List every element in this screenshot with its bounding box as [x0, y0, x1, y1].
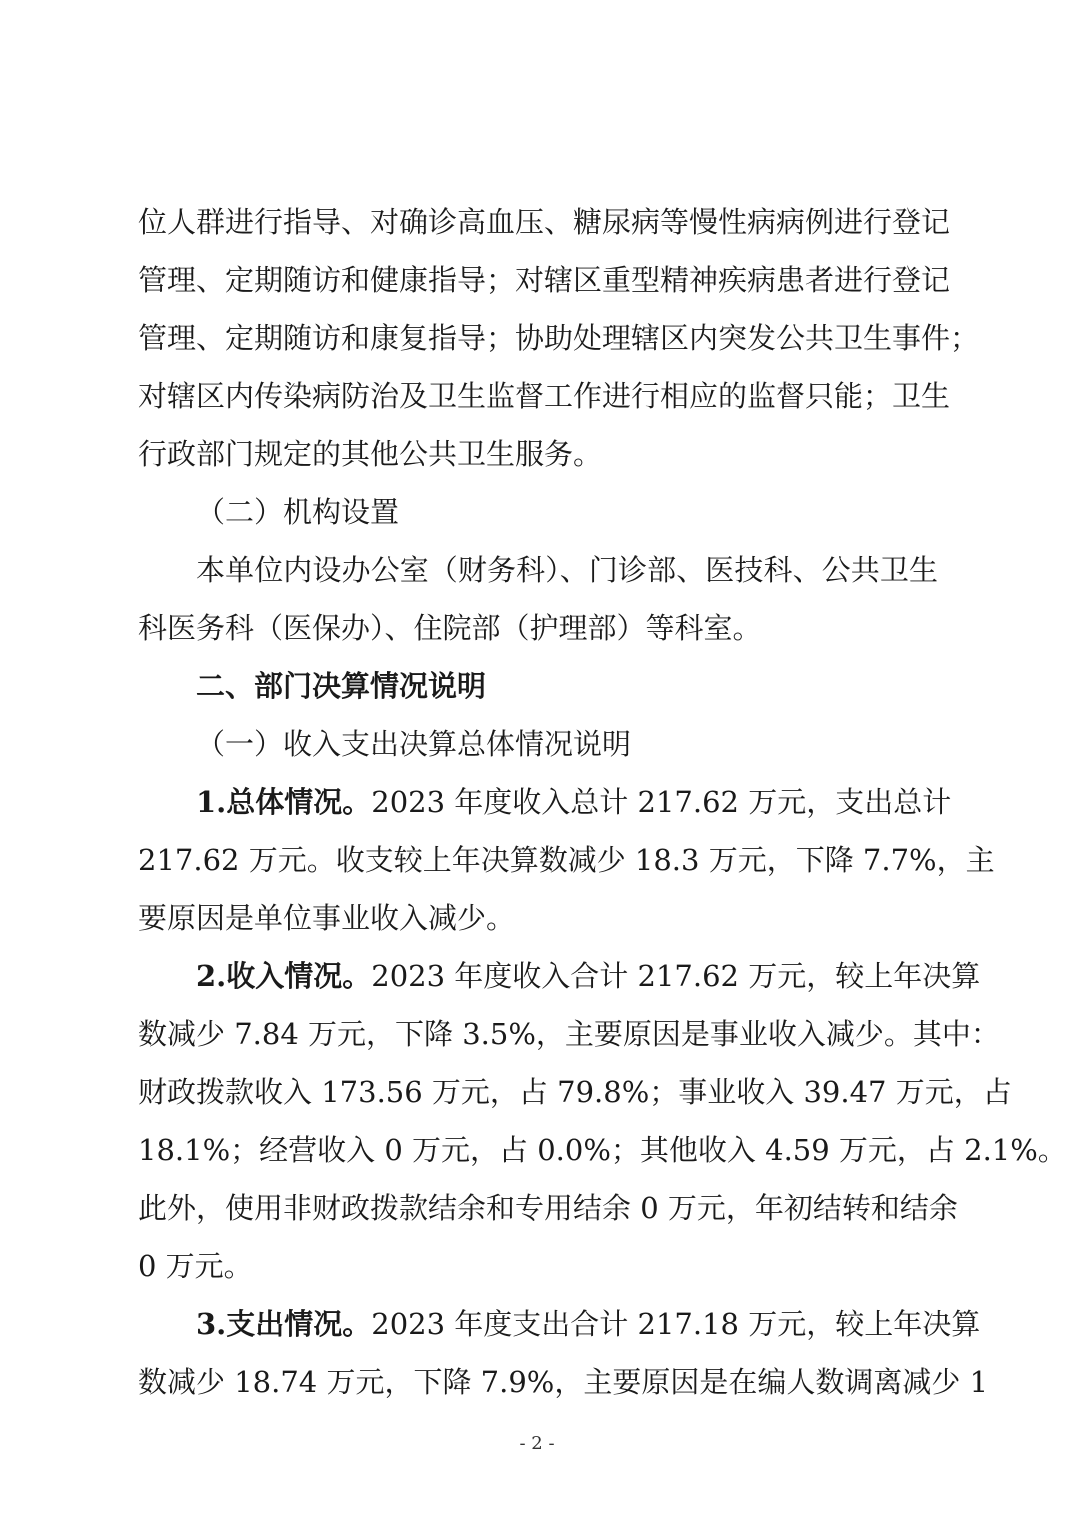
subheading-income-expense-overview: （一）收入支出决算总体情况说明 — [196, 727, 632, 761]
text-fragment: 2023 年度支出合计 217.18 万元，较上年决算 — [371, 1307, 981, 1341]
paragraph-expense-situation — [138, 1295, 989, 1411]
text-line: 行政部门规定的其他公共卫生服务。 — [138, 437, 603, 471]
paragraph-org-departments — [138, 541, 938, 657]
text-line: 位人群进行指导、对确诊高血压、糖尿病等慢性病病例进行登记 — [138, 205, 951, 239]
text-line: 本单位内设办公室（财务科）、门诊部、医技科、公共卫生 — [196, 553, 938, 587]
text-line: 财政拨款收入 173.56 万元，占 79.8%；事业收入 39.47 万元，占 — [138, 1075, 1012, 1109]
paragraph-public-health-duties — [138, 193, 980, 483]
text-line: 数减少 7.84 万元，下降 3.5%，主要原因是事业收入减少。其中： — [138, 1017, 1000, 1051]
text-fragment: 2023 年度收入总计 217.62 万元，支出总计 — [371, 785, 952, 819]
text-fragment: 2023 年度收入合计 217.62 万元，较上年决算 — [371, 959, 981, 993]
text-line: 对辖区内传染病防治及卫生监督工作进行相应的监督只能；卫生 — [138, 379, 951, 413]
text-line: 要原因是单位事业收入减少。 — [138, 901, 516, 935]
page-number: - 2 - — [519, 1433, 555, 1454]
text-line — [138, 773, 952, 831]
paragraph-income-situation — [138, 947, 1067, 1295]
text-line: 0 万元。 — [138, 1249, 253, 1283]
paragraph-overall-situation — [138, 773, 995, 947]
text-line: 18.1%；经营收入 0 万元，占 0.0%；其他收入 4.59 万元，占 2.1%。 — [138, 1133, 1067, 1167]
paragraph-lead: 2.收入情况。 — [196, 959, 372, 993]
text-line: 217.62 万元。收支较上年决算数减少 18.3 万元，下降 7.7%，主 — [138, 843, 995, 877]
section-heading-final-accounts: 二、部门决算情况说明 — [196, 669, 487, 703]
text-line: 数减少 18.74 万元，下降 7.9%，主要原因是在编人数调离减少 1 — [138, 1365, 989, 1399]
paragraph-lead: 3.支出情况。 — [196, 1307, 372, 1341]
text-line: 科医务科（医保办）、住院部（护理部）等科室。 — [138, 611, 762, 645]
text-line: 管理、定期随访和康复指导；协助处理辖区内突发公共卫生事件； — [138, 321, 980, 355]
text-line — [138, 1295, 981, 1353]
paragraph-lead: 1.总体情况。 — [196, 785, 372, 819]
text-line — [138, 947, 981, 1005]
subheading-org-setup: （二）机构设置 — [196, 495, 400, 529]
text-line: 此外，使用非财政拨款结余和专用结余 0 万元，年初结转和结余 — [138, 1191, 958, 1225]
text-line: 管理、定期随访和健康指导；对辖区重型精神疾病患者进行登记 — [138, 263, 951, 297]
document-body — [138, 193, 1067, 1411]
